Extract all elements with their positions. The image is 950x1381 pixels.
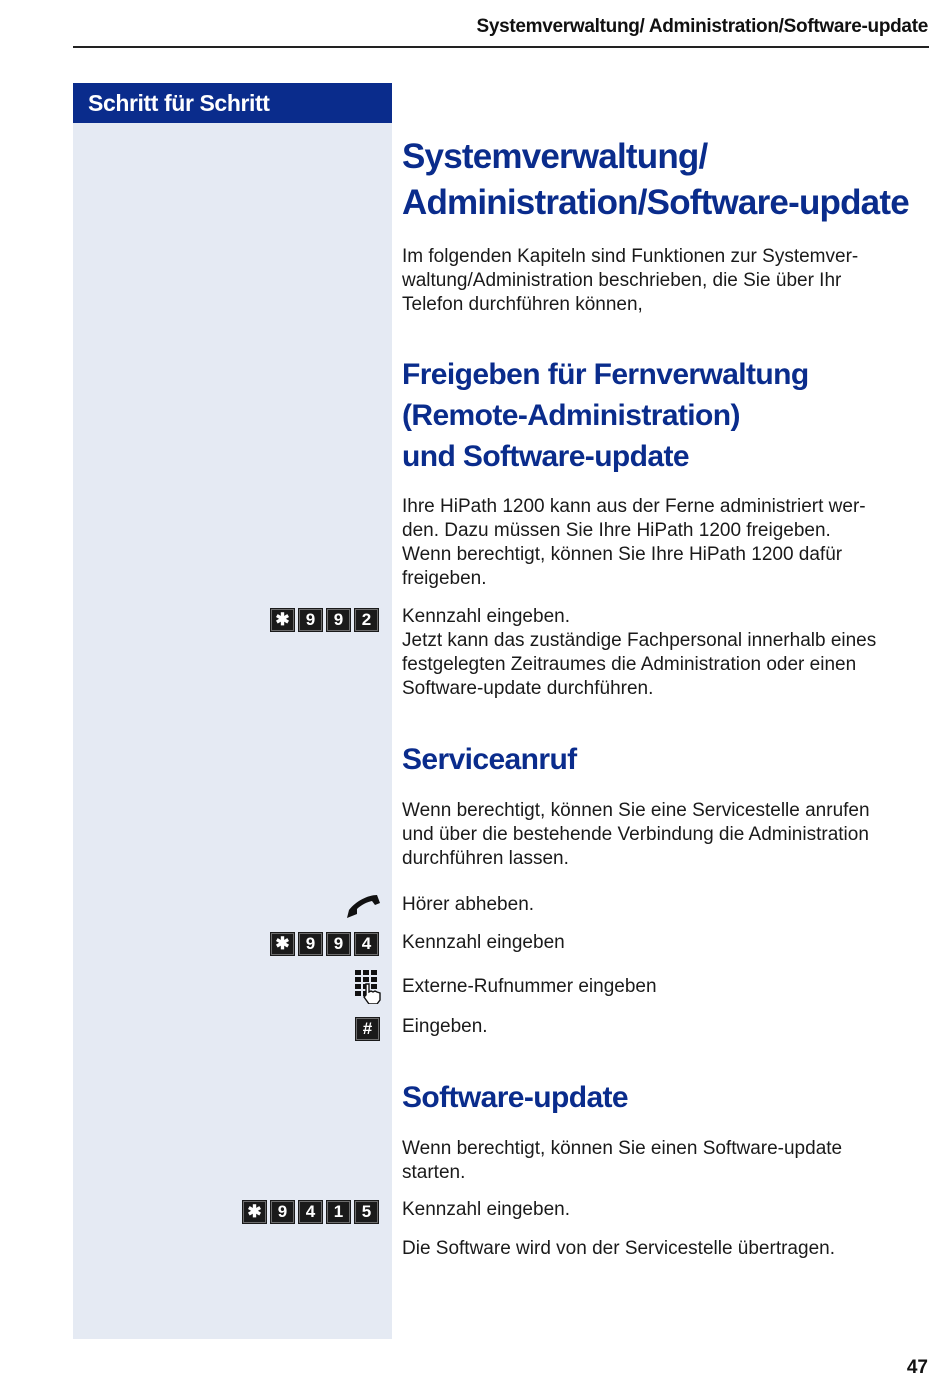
step-column-title: Schritt für Schritt — [73, 83, 392, 123]
keycode-hash — [355, 1017, 380, 1041]
keycode-9415 — [242, 1200, 379, 1224]
step-column — [73, 83, 392, 1339]
service-step3-text: Externe-Rufnummer eingeben — [402, 976, 657, 997]
update-final-text: Die Software wird von der Servicestelle übertragen. — [402, 1238, 835, 1259]
text-line: Wenn berechtigt, können Sie einen Software-update — [402, 1138, 843, 1159]
key-9: 9 — [298, 608, 323, 632]
section-heading-remote — [402, 354, 809, 477]
handset-lift-icon — [344, 892, 382, 920]
text-line: den. Dazu müssen Sie Ihre HiPath 1200 freigeben. — [402, 520, 831, 541]
running-header: Systemverwaltung/ Administration/Software-update — [476, 16, 928, 37]
remote-paragraph — [402, 495, 928, 591]
header-rule — [73, 46, 929, 48]
keycode-992 — [270, 608, 379, 632]
page-number: 47 — [906, 1357, 928, 1378]
key-9: 9 — [270, 1200, 295, 1224]
section-heading-update: Software-update — [402, 1081, 629, 1114]
key-star: ✱ — [242, 1200, 267, 1224]
heading-line: und Software-update — [402, 440, 689, 473]
key-4: 4 — [298, 1200, 323, 1224]
service-step1-text: Hörer abheben. — [402, 894, 535, 915]
text-line: Jetzt kann das zuständige Fachpersonal innerhalb eines — [402, 630, 877, 651]
section-heading-service: Serviceanruf — [402, 743, 577, 776]
service-step4-text: Eingeben. — [402, 1016, 488, 1037]
service-step2-text: Kennzahl eingeben — [402, 932, 565, 953]
key-4: 4 — [354, 932, 379, 956]
page-title — [402, 134, 909, 226]
key-9: 9 — [326, 932, 351, 956]
page-title-line: Administration/Software-update — [402, 183, 909, 222]
key-2: 2 — [354, 608, 379, 632]
heading-line: (Remote-Administration) — [402, 399, 740, 432]
heading-line: Freigeben für Fernverwaltung — [402, 358, 809, 391]
update-paragraph — [402, 1137, 928, 1185]
text-line: Telefon durchführen können, — [402, 294, 643, 315]
text-line: Wenn berechtigt, können Sie eine Servicestelle anrufen — [402, 800, 870, 821]
text-line: Software-update durchführen. — [402, 678, 654, 699]
text-line: Ihre HiPath 1200 kann aus der Ferne administriert wer- — [402, 496, 866, 517]
text-line: festgelegten Zeitraumes die Administration oder einen — [402, 654, 857, 675]
remote-step-text — [402, 605, 928, 701]
key-1: 1 — [326, 1200, 351, 1224]
text-line: starten. — [402, 1162, 466, 1183]
key-star: ✱ — [270, 608, 295, 632]
keypad-icon — [355, 970, 382, 1004]
page-title-line: Systemverwaltung/ — [402, 137, 708, 176]
key-9: 9 — [298, 932, 323, 956]
key-hash: # — [355, 1017, 380, 1041]
service-paragraph — [402, 799, 928, 871]
update-step-text: Kennzahl eingeben. — [402, 1199, 570, 1220]
key-5: 5 — [354, 1200, 379, 1224]
text-line: Wenn berechtigt, können Sie Ihre HiPath 1200 dafür — [402, 544, 843, 565]
keycode-994 — [270, 932, 379, 956]
text-line: freigeben. — [402, 568, 487, 589]
text-line: Kennzahl eingeben. — [402, 606, 570, 627]
text-line: Im folgenden Kapiteln sind Funktionen zur Systemver- — [402, 246, 859, 267]
key-9: 9 — [326, 608, 351, 632]
text-line: waltung/Administration beschrieben, die Sie über Ihr — [402, 270, 842, 291]
text-line: und über die bestehende Verbindung die Administration — [402, 824, 869, 845]
text-line: durchführen lassen. — [402, 848, 569, 869]
intro-paragraph — [402, 245, 928, 317]
key-star: ✱ — [270, 932, 295, 956]
